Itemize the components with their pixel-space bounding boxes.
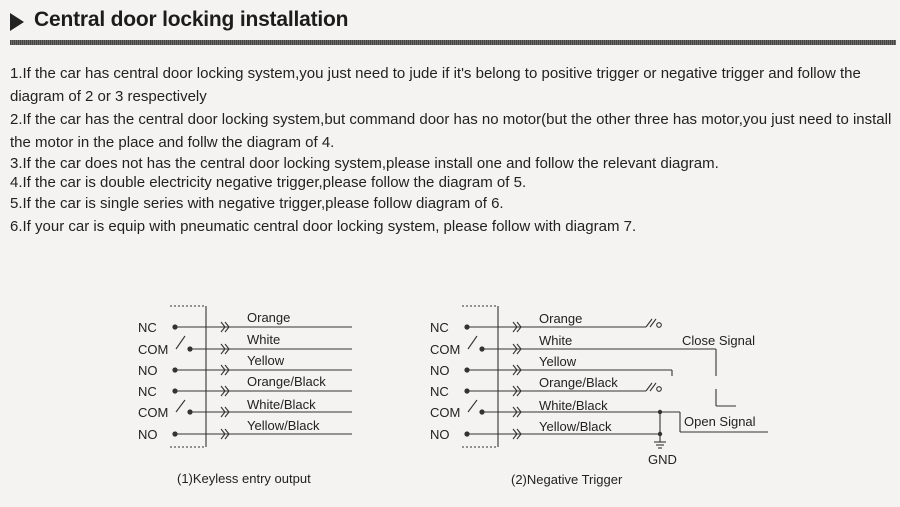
page-title: Central door locking installation [34, 8, 349, 31]
gnd-label: GND [648, 452, 677, 467]
relay-switch-4 [468, 400, 477, 412]
d2-wire-yellow: Yellow [539, 354, 577, 369]
instruction-3: 3.If the car does not has the central door locking system,please install one and follow the relevant diagram. [10, 155, 719, 172]
d1-terminal-no-1: NO [138, 363, 158, 378]
instruction-5: 5.If the car is single series with negative trigger,please follow diagram of 6. [10, 195, 504, 212]
scissors-icon [646, 383, 661, 391]
d1-wire-yellow-black: Yellow/Black [247, 418, 320, 433]
diagram1-terminal-labels [138, 320, 168, 442]
diagram1-wire-labels [247, 310, 326, 433]
relay-switch-2 [176, 400, 185, 412]
d1-terminal-com-2: COM [138, 405, 169, 420]
d1-wire-orange: Orange [247, 310, 291, 325]
d2-terminal-nc-2: NC [430, 384, 449, 399]
diagram1-terminal-dots [172, 324, 192, 436]
d1-wire-orange-black: Orange/Black [247, 374, 326, 389]
d2-terminal-com-1: COM [430, 342, 461, 357]
close-signal-label: Close Signal [682, 333, 755, 348]
scissors-icon [646, 319, 661, 327]
d2-wire-yellow-black: Yellow/Black [539, 419, 612, 434]
diagram2-caption: (2)Negative Trigger [511, 472, 623, 487]
instruction-2: 2.If the car has the central door locking system,but command door has no motor(but the other three has motor,you just need to install the motor in the place and follw the diagram of 4. [10, 111, 892, 151]
d2-terminal-com-2: COM [430, 405, 461, 420]
d1-wire-white-black: White/Black [247, 397, 316, 412]
instruction-6: 6.If your car is equip with pneumatic central door locking system, please follow with diagram 7. [10, 218, 637, 235]
d1-terminal-com-1: COM [138, 342, 169, 357]
d1-terminal-no-2: NO [138, 427, 158, 442]
instruction-1: 1.If the car has central door locking system,you just need to jude if it's belong to positive trigger or negative trigger and follow the diagram of 2 or 3 respectively [10, 65, 861, 105]
relay-switch-3 [468, 336, 477, 349]
d2-terminal-nc-1: NC [430, 320, 449, 335]
d1-wire-yellow: Yellow [247, 353, 285, 368]
diagram2-terminal-labels [430, 320, 460, 442]
d2-wire-white: White [539, 333, 573, 348]
d2-wire-white-black: White/Black [539, 398, 608, 413]
d1-wire-white: White [247, 332, 281, 347]
d2-terminal-no-2: NO [430, 427, 450, 442]
diagram2-wire-labels [539, 311, 618, 434]
d2-wire-orange: Orange [539, 311, 583, 326]
d1-terminal-nc-1: NC [138, 320, 157, 335]
d2-wire-orange-black: Orange/Black [539, 375, 618, 390]
diagram1-caption: (1)Keyless entry output [177, 471, 311, 486]
open-signal-label: Open Signal [684, 414, 756, 429]
instruction-4: 4.If the car is double electricity negative trigger,please follow the diagram of 5. [10, 174, 527, 191]
relay-switch-1 [176, 336, 185, 349]
d1-terminal-nc-2: NC [138, 384, 157, 399]
d2-terminal-no-1: NO [430, 363, 450, 378]
